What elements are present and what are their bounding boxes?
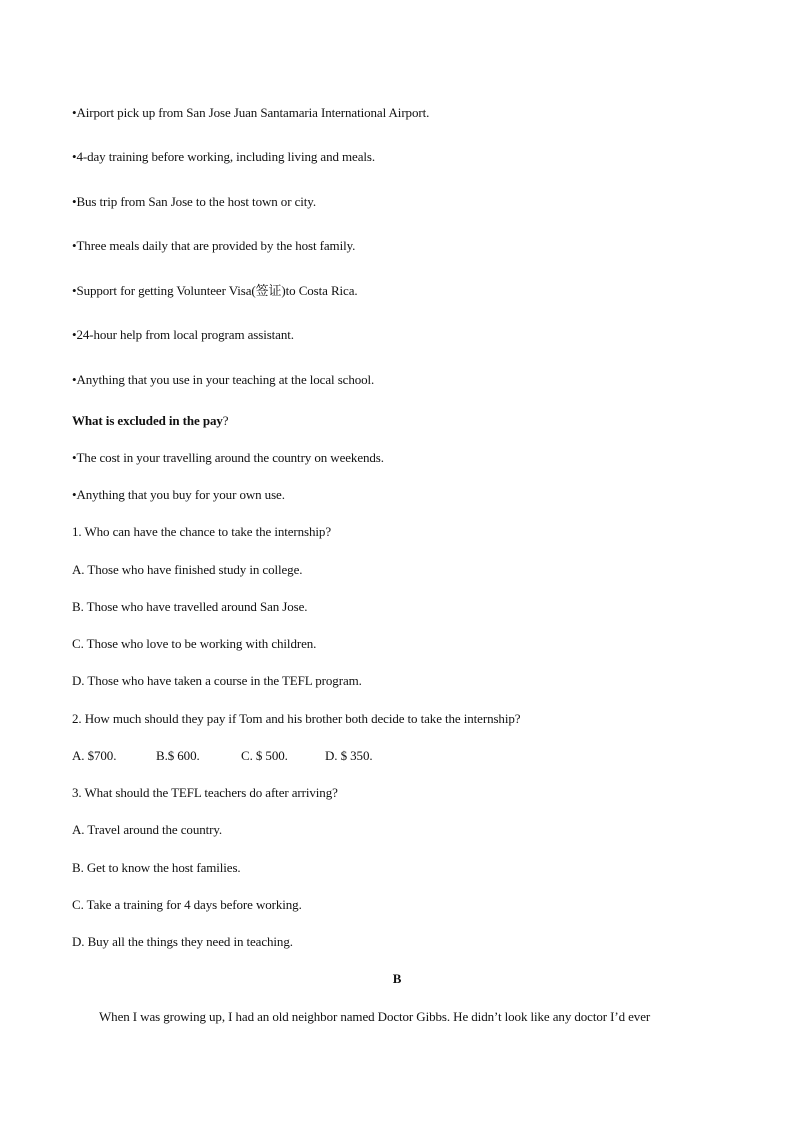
question-3-option-a: A. Travel around the country. <box>72 822 223 837</box>
included-item: •Support for getting Volunteer Visa(签证)to Costa Rica. <box>72 283 358 298</box>
excluded-heading-mark: ? <box>222 413 229 428</box>
question-3-option-b: B. Get to know the host families. <box>72 860 241 875</box>
excluded-item: •The cost in your travelling around the country on weekends. <box>72 450 384 465</box>
question-1-option-c: C. Those who love to be working with children. <box>72 636 317 651</box>
included-item: •Three meals daily that are provided by the host family. <box>72 238 356 253</box>
question-3-option-c: C. Take a training for 4 days before working. <box>72 897 302 912</box>
included-item: •Bus trip from San Jose to the host town or city. <box>72 194 316 209</box>
included-item: •24-hour help from local program assistant. <box>72 327 294 342</box>
included-item: •Airport pick up from San Jose Juan Santamaria International Airport. <box>72 105 430 120</box>
question-2-option-d: D. $ 350. <box>325 748 373 763</box>
question-2-options <box>72 748 373 764</box>
question-2-option-b: B.$ 600. <box>156 748 200 763</box>
excluded-heading-text: What is excluded in the pay <box>72 413 223 428</box>
question-2-option-a: A. $700. <box>72 748 117 763</box>
question-3: 3. What should the TEFL teachers do after arriving? <box>72 785 338 800</box>
section-b-label: B <box>392 971 402 986</box>
included-item: •4-day training before working, including living and meals. <box>72 149 375 164</box>
question-1-option-b: B. Those who have travelled around San Jose. <box>72 599 308 614</box>
excluded-heading <box>72 413 228 429</box>
question-2: 2. How much should they pay if Tom and his brother both decide to take the internship? <box>72 711 521 726</box>
excluded-item: •Anything that you buy for your own use. <box>72 487 285 502</box>
included-item: •Anything that you use in your teaching at the local school. <box>72 372 375 387</box>
section-b-paragraph: When I was growing up, I had an old neighbor named Doctor Gibbs. He didn’t look like any doctor I’d ever <box>99 1009 651 1024</box>
question-1: 1. Who can have the chance to take the internship? <box>72 524 331 539</box>
question-1-option-a: A. Those who have finished study in college. <box>72 562 303 577</box>
question-3-option-d: D. Buy all the things they need in teaching. <box>72 934 293 949</box>
question-2-option-c: C. $ 500. <box>241 748 288 763</box>
question-1-option-d: D. Those who have taken a course in the TEFL program. <box>72 673 362 688</box>
